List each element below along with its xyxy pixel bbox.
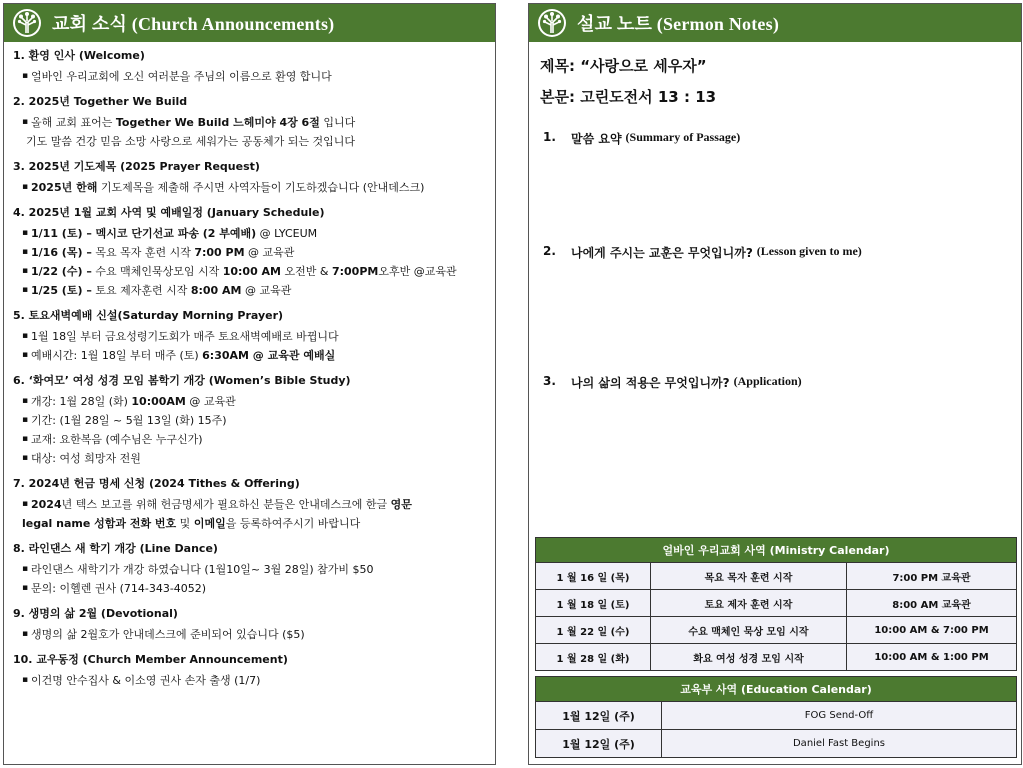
tree-logo-icon [537, 8, 567, 38]
table-row [536, 590, 1017, 617]
announcement-title: 10. 교우동정 (Church Member Announcement) [13, 653, 288, 666]
question-lesson: 2. 나에게 주시는 교훈은 무엇입니까? (Lesson given to me) [543, 244, 862, 260]
table-row [536, 644, 1017, 671]
sermon-notes-header [529, 4, 1021, 42]
announcement-line: ▪ 이건명 안수집사 & 이소영 권사 손자 출생 (1/7) [13, 671, 489, 690]
announcement-title: 4. 2025년 1월 교회 사역 및 예배일정 (January Schedule) [13, 206, 325, 219]
schedule-item: ▪ 1/16 (목) – 목요 목자 훈련 시작 7:00 PM @ 교육관 [13, 243, 489, 262]
cell-event: 화요 여성 성경 모임 시작 [651, 644, 847, 671]
table-row [536, 563, 1017, 590]
announcements-header [4, 4, 495, 42]
announcement-line: ▪ 기간: (1월 28일 ~ 5월 13일 (화) 15주) [13, 411, 489, 430]
announcement-line: ▪ 문의: 이헬렌 권사 (714-343-4052) [13, 579, 489, 598]
schedule-item: ▪ 1/25 (토) – 토요 제자훈련 시작 8:00 AM @ 교육관 [13, 281, 489, 300]
tree-logo-icon [12, 8, 42, 38]
cell-event: FOG Send-Off [662, 702, 1017, 730]
cell-time: 8:00 AM 교육관 [847, 590, 1017, 617]
announcement-line: ▪ 교재: 요한복음 (예수님은 누구신가) [13, 430, 489, 449]
announcement-church-member [13, 652, 489, 690]
announcement-line: ▪ 라인댄스 새학기가 개강 하였습니다 (1월10일~ 3월 28일) 참가비 $50 [13, 560, 489, 579]
table-row [536, 702, 1017, 730]
announcement-title: 3. 2025년 기도제목 (2025 Prayer Request) [13, 160, 260, 173]
sermon-notes-panel [528, 3, 1022, 765]
announcement-title: 1. 환영 인사 (Welcome) [13, 49, 145, 62]
schedule-item: ▪ 1/11 (토) – 멕시코 단기선교 파송 (2 부예배) @ LYCEUM [13, 224, 489, 243]
announcement-line: ▪ 개강: 1월 28일 (화) 10:00AM @ 교육관 [13, 392, 489, 411]
table-row [536, 730, 1017, 758]
ministry-calendar-title: 얼바인 우리교회 사역 (Ministry Calendar) [536, 538, 1017, 563]
announcement-line: ▪ 생명의 삶 2월호가 안내데스크에 준비되어 있습니다 ($5) [13, 625, 489, 644]
table-row [536, 617, 1017, 644]
announcements-panel [3, 3, 496, 765]
announcement-line: ▪ 2025년 한해 기도제목을 제출해 주시면 사역자들이 기도하겠습니다 (안내데스크) [13, 178, 489, 197]
announcement-title: 2. 2025년 Together We Build [13, 95, 188, 108]
announcement-january-schedule [13, 205, 489, 300]
cell-date: 1 월 22 일 (수) [536, 617, 651, 644]
announcement-title: 6. ‘화여모’ 여성 성경 모임 봄학기 개강 (Women’s Bible Study) [13, 374, 351, 387]
announcement-line: legal name 성함과 전화 번호 및 이메일을 등록하여주시기 바랍니다 [22, 517, 361, 530]
sermon-scripture: 본문: 고린도전서 13 : 13 [540, 88, 717, 106]
announcements-title: 교회 소식 (Church Announcements) [52, 14, 335, 34]
schedule-item: ▪ 1/22 (수) – 수요 맥체인묵상모임 시작 10:00 AM 오전반 & 7:00PM오후반 @교육관 [13, 262, 489, 281]
cell-event: 수요 맥체인 묵상 모임 시작 [651, 617, 847, 644]
announcement-title: 5. 토요새벽예배 신설(Saturday Morning Prayer) [13, 309, 284, 322]
announcement-list [13, 48, 489, 698]
question-summary: 1. 말씀 요약 (Summary of Passage) [543, 130, 741, 146]
announcement-womens-bible-study [13, 373, 489, 468]
announcement-line: ▪ 1월 18일 부터 금요성령기도회가 매주 토요새벽예배로 바뀝니다 [13, 327, 489, 346]
education-calendar [535, 676, 1017, 758]
announcement-line: ▪ 대상: 여성 희망자 전원 [13, 449, 489, 468]
cell-time: 7:00 PM 교육관 [847, 563, 1017, 590]
cell-date: 1 월 16 일 (목) [536, 563, 651, 590]
announcement-title: 9. 생명의 삶 2월 (Devotional) [13, 607, 178, 620]
announcement-tithes [13, 476, 489, 533]
sermon-notes-title: 설교 노트 (Sermon Notes) [577, 14, 780, 34]
announcement-line: 기도 말씀 건강 믿음 소망 사랑으로 세워가는 공동체가 되는 것입니다 [26, 135, 355, 148]
announcement-title: 8. 라인댄스 새 학기 개강 (Line Dance) [13, 542, 218, 555]
announcement-line: ▪ 얼바인 우리교회에 오신 여러분을 주님의 이름으로 환영 합니다 [13, 67, 489, 86]
announcement-line: ▪ 올해 교회 표어는 Together We Build 느헤미야 4장 6절 입니다 [13, 113, 489, 132]
cell-time: 10:00 AM & 1:00 PM [847, 644, 1017, 671]
announcement-devotional [13, 606, 489, 644]
ministry-calendar [535, 537, 1017, 671]
cell-event: 목요 목자 훈련 시작 [651, 563, 847, 590]
question-application: 3. 나의 삶의 적용은 무엇입니까? (Application) [543, 374, 802, 390]
cell-time: 10:00 AM & 7:00 PM [847, 617, 1017, 644]
announcement-prayer-request [13, 159, 489, 197]
announcement-saturday-prayer [13, 308, 489, 365]
education-calendar-title: 교육부 사역 (Education Calendar) [536, 677, 1017, 702]
cell-date: 1월 12일 (주) [536, 702, 662, 730]
cell-event: Daniel Fast Begins [662, 730, 1017, 758]
announcement-line-dance [13, 541, 489, 598]
cell-date: 1월 12일 (주) [536, 730, 662, 758]
announcement-title: 7. 2024년 헌금 명세 신청 (2024 Tithes & Offering) [13, 477, 300, 490]
announcement-welcome [13, 48, 489, 86]
announcement-line: ▪ 예배시간: 1월 18일 부터 매주 (토) 6:30AM @ 교육관 예배실 [13, 346, 489, 365]
announcement-together-we-build [13, 94, 489, 151]
cell-event: 토요 제자 훈련 시작 [651, 590, 847, 617]
cell-date: 1 월 18 일 (토) [536, 590, 651, 617]
announcement-line: ▪ 2024년 텍스 보고를 위해 헌금명세가 필요하신 분들은 안내데스크에 한글 영문 [13, 495, 489, 514]
sermon-title: 제목: “사랑으로 세우자” [540, 57, 707, 75]
cell-date: 1 월 28 일 (화) [536, 644, 651, 671]
